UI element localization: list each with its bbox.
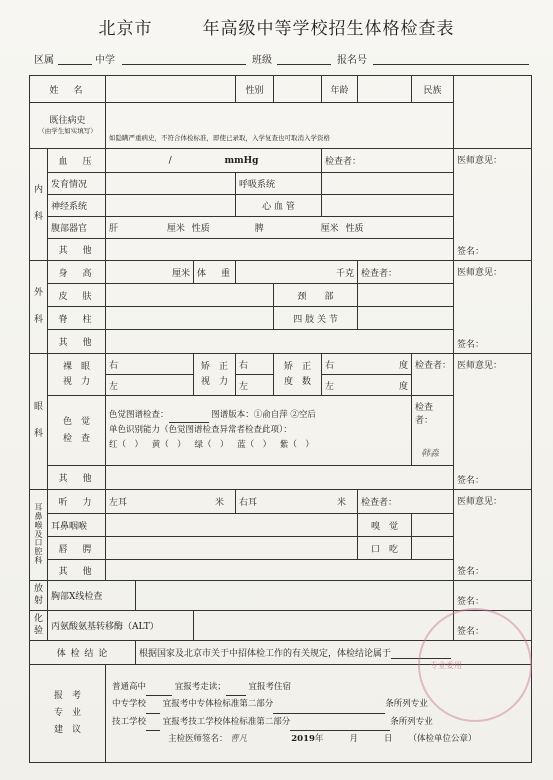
- stutter-label: 口 吃: [358, 537, 412, 560]
- school-label: 中学: [95, 55, 115, 66]
- eye-examiner-1[interactable]: 检查者：: [412, 354, 454, 396]
- bp-field[interactable]: / mmHg: [106, 149, 322, 173]
- school-line[interactable]: [122, 64, 246, 65]
- lab-sign[interactable]: 签名：: [454, 611, 532, 641]
- eye-examiner-2[interactable]: 检查者： 韩淼: [412, 396, 454, 466]
- right-ear-field[interactable]: 右耳 米: [236, 490, 358, 514]
- degree-label: 矫 正 度 数: [274, 354, 322, 396]
- lab-section: 化 验: [30, 611, 48, 641]
- surgery-other-field[interactable]: [106, 330, 454, 354]
- advice-section: 报 考 专 业 建 议: [30, 665, 106, 763]
- hearing-label: 听 力: [48, 490, 106, 514]
- color-vision-label: 色 觉 检 查: [48, 396, 106, 466]
- alt-label: 丙氨酸氨基转移酶（ALT）: [48, 611, 194, 641]
- history-field[interactable]: [106, 103, 454, 149]
- district-line[interactable]: [58, 64, 92, 65]
- ent-other-label: 其 他: [48, 560, 106, 581]
- lips-field[interactable]: [106, 537, 358, 560]
- surgery-examiner[interactable]: 检查者：: [358, 261, 454, 284]
- history-sublabel: （由学生如实填写）: [38, 127, 97, 136]
- exam-no-label: 报名号: [337, 55, 367, 66]
- height-field[interactable]: 厘米: [106, 261, 194, 284]
- eye-sign: 签名：: [457, 476, 485, 486]
- xray-label: 胸部X线检查: [48, 581, 136, 611]
- name-label: 姓 名: [30, 76, 106, 103]
- alt-field[interactable]: [194, 611, 454, 641]
- surgery-section: 外 科: [30, 261, 48, 354]
- surgery-opinion[interactable]: 医师意见： 签名：: [454, 261, 532, 354]
- abdominal-field[interactable]: 肝 厘米 性质 脾 厘米 性质: [106, 217, 454, 239]
- eye-other-label: 其 他: [48, 466, 106, 490]
- cardio-label: 心 血 管: [236, 195, 322, 217]
- xray-field[interactable]: [136, 581, 454, 611]
- chief-doctor-name: 曹凡: [230, 733, 248, 744]
- eye-opinion[interactable]: 医师意见： 签名：: [454, 354, 532, 490]
- class-line[interactable]: [277, 64, 331, 65]
- advice-line-2: 中专学校 宜报考中专体检标准第二部分 条所列专业: [112, 696, 528, 713]
- color-vision-field[interactable]: 色觉图谱检查： 图谱版本：①俞自萍 ②空后 单色识别能力（色觉图谱检查异常者检查此项）： 红（ ） 黄（ ） 绿（ ） 蓝（ ） 紫（ ）: [106, 396, 412, 466]
- bp-label: 血 压: [48, 149, 106, 173]
- nervous-field[interactable]: [106, 195, 236, 217]
- ent-sign: 签名：: [457, 567, 485, 577]
- seal-text: 专业委用: [430, 661, 462, 670]
- respiratory-label: 呼吸系统: [236, 173, 322, 195]
- weight-label: 体 重: [194, 261, 236, 284]
- nervous-label: 神经系统: [48, 195, 106, 217]
- age-label: 年龄: [322, 76, 358, 103]
- title-right: 年高级中等学校招生体格检查表: [202, 19, 455, 39]
- radiology-section: 放 射: [30, 581, 48, 611]
- degree-right[interactable]: 右 度: [322, 354, 412, 375]
- spine-label: 脊 柱: [48, 307, 106, 330]
- nose-throat-field[interactable]: [106, 514, 358, 537]
- weight-field[interactable]: 千克: [236, 261, 358, 284]
- advice-sign-line: 主检医师签名： 曹凡 2019年 月 日 （体检单位公章）: [168, 733, 477, 744]
- cardio-field[interactable]: [322, 195, 454, 217]
- exam-no-line[interactable]: [373, 64, 529, 65]
- advice-line-1: 普通高中 宜报考走读； 宜报考住宿: [112, 679, 528, 696]
- form-title: [0, 14, 553, 39]
- smell-field[interactable]: [412, 514, 454, 537]
- degree-left[interactable]: 左 度: [322, 375, 412, 396]
- internal-other-label: 其 他: [48, 239, 106, 261]
- internal-opinion[interactable]: 医师意见： 签名：: [454, 149, 532, 261]
- photo-box: [454, 76, 532, 149]
- eye-examiner-name: 韩淼: [421, 449, 440, 459]
- radiology-sign[interactable]: 签名：: [454, 581, 532, 611]
- nose-throat-label: 耳鼻咽喉: [48, 514, 106, 537]
- internal-other-field[interactable]: [106, 239, 454, 261]
- name-field[interactable]: [106, 76, 236, 103]
- conclusion-label: 体 检 结 论: [30, 641, 136, 665]
- surgery-other-label: 其 他: [48, 330, 106, 354]
- age-field[interactable]: [358, 76, 412, 103]
- internal-sign: 签名：: [457, 247, 485, 257]
- limbs-label: 四 肢 关 节: [274, 307, 358, 330]
- sign-year: 2019: [291, 733, 315, 744]
- neck-field[interactable]: [358, 284, 454, 307]
- eye-section: 眼 科: [30, 354, 48, 490]
- neck-label: 颈 部: [274, 284, 358, 307]
- corrected-right[interactable]: 右: [236, 354, 274, 375]
- history-note: 如隐瞒严重病史，不符合体检标准，即使已录取，入学复查也可取消入学资格: [109, 134, 331, 142]
- abdominal-label: 腹部器官: [48, 217, 106, 239]
- corrected-vision-label: 矫 正 视 力: [194, 354, 236, 396]
- naked-left[interactable]: 左: [106, 375, 194, 396]
- ent-other-field[interactable]: [106, 560, 454, 581]
- history-title: 既往病史: [49, 115, 86, 126]
- conclusion-field[interactable]: 根据国家及北京市关于中招体检工作的有关规定，体检结论属于: [136, 641, 532, 665]
- spine-field[interactable]: [106, 307, 274, 330]
- ent-examiner[interactable]: 检查者：: [358, 490, 454, 514]
- gender-label: 性别: [236, 76, 274, 103]
- ent-section: 耳 鼻 喉 及 口 腔 科: [30, 490, 48, 581]
- respiratory-field[interactable]: [322, 173, 454, 195]
- class-label: 班级: [252, 55, 272, 66]
- advice-line-3: 技工学校 宜报考技工学校体检标准第二部分 条所列专业: [112, 714, 528, 731]
- title-left: 北京市: [98, 19, 153, 39]
- skin-label: 皮 肤: [48, 284, 106, 307]
- limbs-field[interactable]: [358, 307, 454, 330]
- district-label: 区属: [34, 55, 54, 66]
- internal-section: 内 科: [30, 149, 48, 261]
- development-field[interactable]: [106, 173, 236, 195]
- internal-examiner[interactable]: 检查者：: [322, 149, 454, 173]
- gender-field[interactable]: [274, 76, 322, 103]
- history-label: [30, 103, 106, 149]
- height-label: 身 高: [48, 261, 106, 284]
- stutter-field[interactable]: [412, 537, 454, 560]
- ethnicity-label: 民族: [412, 76, 454, 103]
- development-label: 发育情况: [48, 173, 106, 195]
- surgery-sign: 签名：: [457, 340, 485, 350]
- naked-vision-label: 裸 眼 视 力: [48, 354, 106, 396]
- corrected-left[interactable]: 左: [236, 375, 274, 396]
- ent-opinion[interactable]: 医师意见： 签名：: [454, 490, 532, 581]
- skin-field[interactable]: [106, 284, 274, 307]
- lips-label: 唇 腭: [48, 537, 106, 560]
- smell-label: 嗅 觉: [358, 514, 412, 537]
- eye-other-field[interactable]: [106, 466, 454, 490]
- bp-unit: mmHg: [224, 155, 259, 166]
- naked-right[interactable]: 右: [106, 354, 194, 375]
- color-line2: 单色识别能力（色觉图谱检查异常者检查此项）：: [109, 425, 292, 436]
- left-ear-field[interactable]: 左耳 米: [106, 490, 236, 514]
